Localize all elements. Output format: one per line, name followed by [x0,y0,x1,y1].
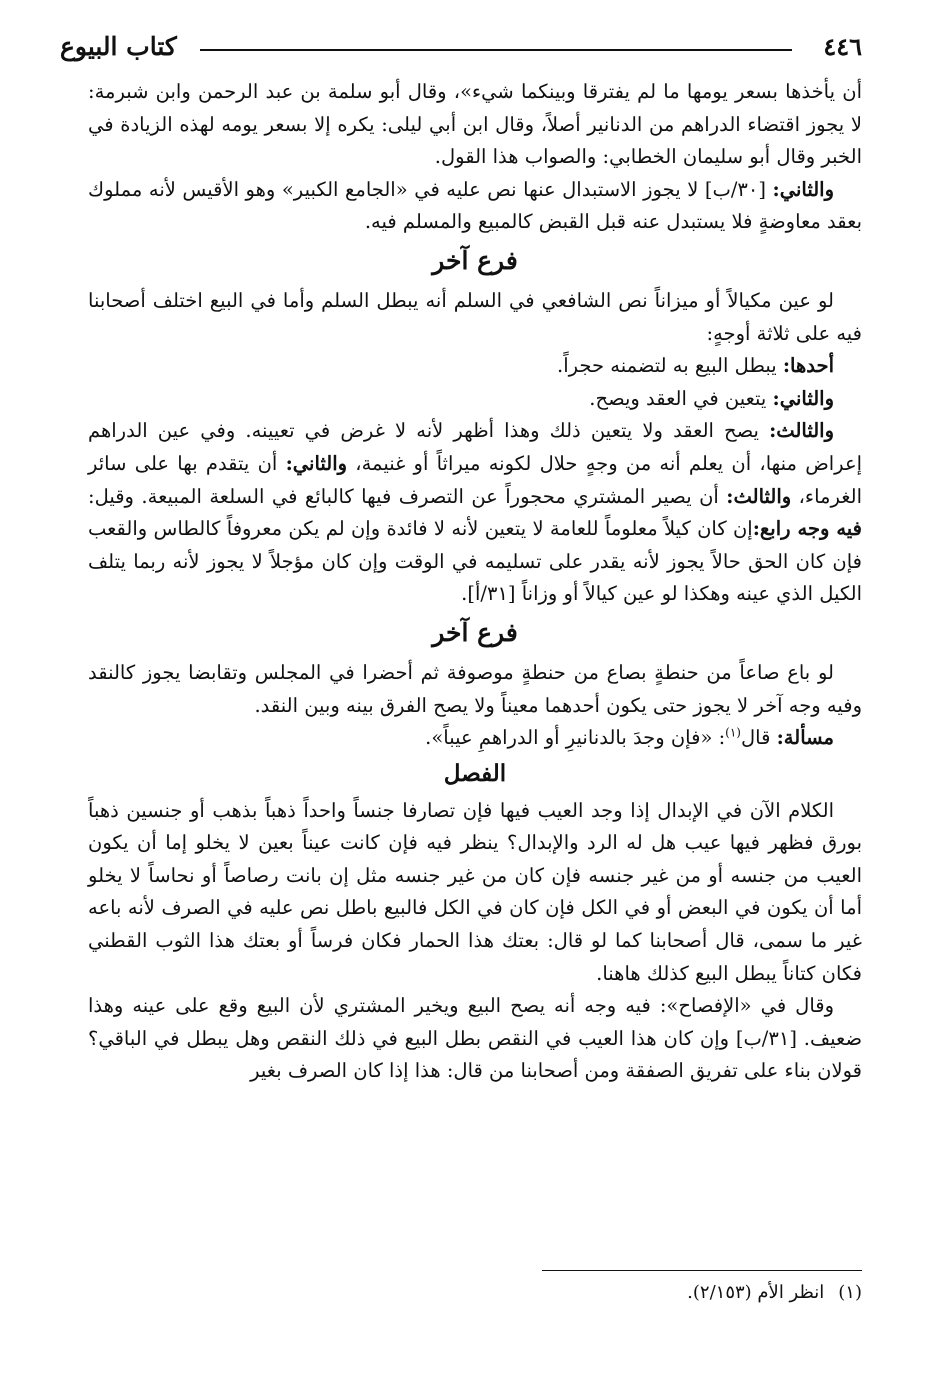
paragraph-text: [٣٠/ب] لا يجوز الاستبدال عنها نص عليه في «الجامع الكبير» وهو الأقيس لأنه مملوك بعقد معاوضةٍ فلا يستبدل عنه قبل القبض كالمبيع والمسلم فيه. [88,177,862,234]
footnote [687,1282,862,1303]
paragraph: وقال في «الإفصاح»: فيه وجه أنه يصح البيع ويخير المشتري لأن البيع وقع على عينه وهذا ضعيف. [٣١/ب] وإن كان هذا العيب في النقص بطل البيع في ذلك النقص وهل يبطل في الباقي؟ قولان بناء على تفريق الصفقة ومن أصحابنا من قال: هذا إذا كان الصرف بغير [88,994,863,1083]
footnote-divider [542,1270,862,1271]
footnote-ref[interactable]: (١) [725,725,741,740]
paragraph: الكلام الآن في الإبدال إذا وجد العيب فيها فإن تصارفا جنساً واحداً ذهباً بذهب أو جنسين ذهباً بورق فظهر فيها عيب هل له الرد والإبدال؟ ينظر فيه فإن كانت عيناً بعين لا يخلو إما أن يكون العيب من جنسه أو من غير جنسه فإن كان من غير جنسه مثل إن بانت رصاصاً أو نحاساً لا يخلو أما أن يكون في البعض أو في الكل فإن كان في الكل فالبيع باطل نص عليه في الصرف لأنه باعه غير ما سمى، قال أصحابنا كما لو قال: بعتك هذا الحمار فكان فرساً أو بعتك هذا الثوب القطني فكان كتاناً يبطل البيع كذلك هاهنا. [88,798,862,985]
bold-label: والثاني: [772,177,834,201]
paragraph-text: أن يتقدم بها على سائر الغرماء، [88,451,863,508]
bold-label: فيه وجه رابع: [752,517,862,541]
paragraph-text: : «فإن وجدَ بالدنانيرِ أو الدراهمِ عيباً». [425,726,726,750]
bold-label: والثالث: [726,484,792,508]
paragraph: أن يأخذها بسعر يومها ما لم يفترقا وبينكما شيء»، وقال أبو سلمة بن عبد الرحمن وابن شبرمة: لا يجوز اقتضاء الدراهم من الدنانير أصلاً، وقال ابن أبي ليلى: يكره إلا بسعر يومه لهذه الزيادة في الخبر وقال أبو سليمان الخطابي: والصواب هذا القول. [88,80,862,169]
paragraph-text: يصح العقد ولا يتعين ذلك وهذا أظهر لأنه لا غرض في تعيينه. وفي عين الدراهم إعراض منها، أن يعلم أنه من وجهٍ حلال لكونه ميراثاً أو غنيمة، [88,419,862,475]
footnote-number: (١) [838,1282,862,1303]
bold-label: والثاني: [285,451,348,475]
footnote-text: انظر الأم (٢/١٥٣). [687,1282,825,1303]
paragraph [88,415,862,611]
bold-label: أحدها: [782,354,834,378]
paragraph-text: قال [740,726,777,750]
page-header [60,30,862,70]
bold-label: مسألة: [776,726,834,750]
paragraph-text: إن كان كيلاً معلوماً للعامة لا يتعين لأنه لا فائدة وإن لم يكن معروفاً كالطاس والقعب فإن كان الحق حالاً يجوز لأنه يقدر على تسليمه في الوقت وإن كان مؤجلاً لا يجوز لأنه ربما يتلف الكيل الذي عينه وهكذا لو عين كيالاً أو وزاناً [٣١/أ]. [88,517,862,606]
paragraph: لو عين مكيالاً أو ميزاناً نص الشافعي في السلم أنه يبطل السلم وأما في البيع اختلف أصحابنا فيه على ثلاثة أوجهٍ: [88,288,862,345]
paragraph-text: أن يصير المشتري محجوراً عن التصرف فيها كالبائع في السلعة المبيعة. وقيل: [88,484,727,508]
paragraph: لو باع صاعاً من حنطةٍ بصاع من حنطةٍ موصوفة ثم أحضرا في المجلس وتقابضا يجوز كالنقد وفيه وجه آخر لا يجوز حتى يكون أحدهما معيناً ولا يصح الفرق بينه وبين النقد. [88,660,862,717]
page-number: ٤٤٦ [823,32,862,61]
bold-label: والثاني: [772,386,834,410]
list-item-text: يبطل البيع به لتضمنه حجراً. [557,354,783,378]
main-text [88,76,862,1088]
masala-paragraph [88,722,862,755]
list-item [88,383,862,416]
bold-label: والثالث: [769,419,834,443]
subsection-heading: الفصل [443,759,507,787]
list-item-text: يتعين في العقد ويصح. [589,386,773,410]
running-title: كتاب البيوع [60,32,177,61]
paragraph [88,174,862,239]
section-heading: فرع آخر [432,245,518,275]
section-heading: فرع آخر [432,617,518,647]
header-rule [200,49,792,51]
list-item [88,350,862,383]
